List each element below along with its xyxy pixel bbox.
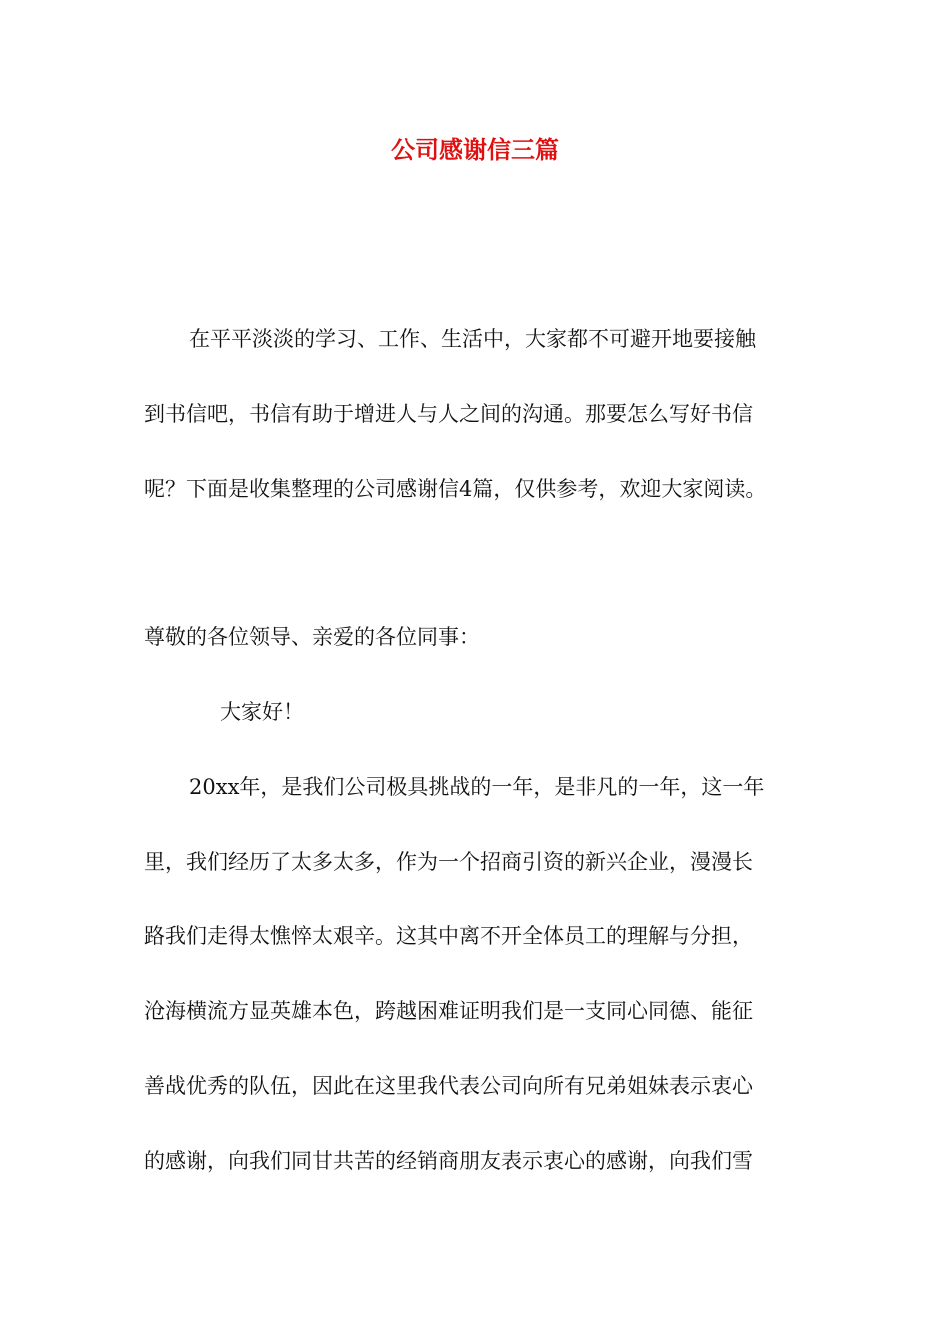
letter-body-line: 善战优秀的队伍，因此在这里我代表公司向所有兄弟姐妹表示衷心 [144, 1074, 753, 1098]
document-title: 公司感谢信三篇 [391, 136, 559, 164]
letter-greeting: 大家好！ [220, 700, 304, 724]
intro-line: 到书信吧，书信有助于增进人与人之间的沟通。那要怎么写好书信 [144, 402, 753, 426]
letter-body-line: 的感谢，向我们同甘共苦的经销商朋友表示衷心的感谢，向我们雪 [144, 1149, 753, 1173]
letter-body-line: 路我们走得太憔悴太艰辛。这其中离不开全体员工的理解与分担， [144, 924, 753, 948]
intro-line: 在平平淡淡的学习、工作、生活中，大家都不可避开地要接触 [189, 327, 756, 351]
letter-body-line: 沧海横流方显英雄本色，跨越困难证明我们是一支同心同德、能征 [144, 999, 753, 1023]
letter-body-line: 20xx年，是我们公司极具挑战的一年，是非凡的一年，这一年 [189, 775, 765, 799]
intro-line: 呢？下面是收集整理的公司感谢信4篇，仅供参考，欢迎大家阅读。 [144, 477, 767, 501]
letter-salutation: 尊敬的各位领导、亲爱的各位同事： [144, 625, 480, 649]
letter-body-line: 里，我们经历了太多太多，作为一个招商引资的新兴企业，漫漫长 [144, 850, 753, 874]
